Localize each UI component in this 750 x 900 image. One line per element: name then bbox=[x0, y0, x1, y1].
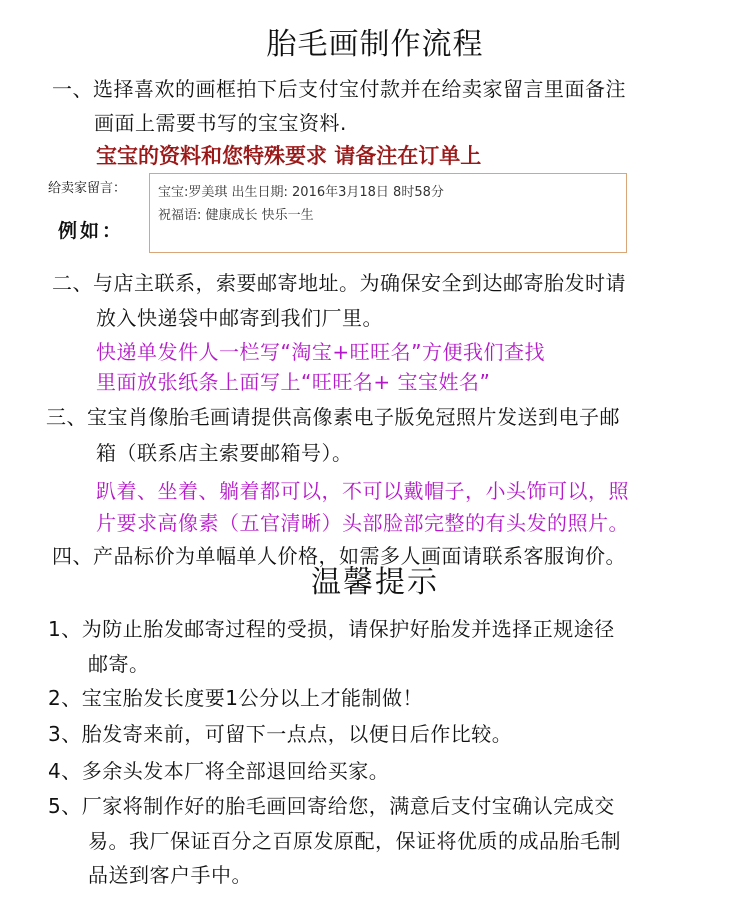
seller-message-label: 给卖家留言： bbox=[48, 181, 127, 196]
step-2-line-1: 二、与店主联系，索要邮寄地址。为确保安全到达邮寄胎发时请 bbox=[52, 271, 626, 295]
tip-1-line-2: 邮寄。 bbox=[88, 652, 150, 676]
step-1-line-1: 一、选择喜欢的画框拍下后支付宝付款并在给卖家留言里面备注 bbox=[52, 77, 626, 101]
tip-2-line-1: 2、宝宝胎发长度要1公分以上才能制做！ bbox=[48, 686, 423, 710]
seller-message-box bbox=[149, 173, 627, 253]
tip-3-line-1: 3、胎发寄来前，可留下一点点，以便日后作比较。 bbox=[48, 722, 513, 746]
tip-5-line-1: 5、厂家将制作好的胎毛画回寄给您，满意后支付宝确认完成交 bbox=[48, 794, 615, 818]
step-2-note-2: 里面放张纸条上面写上“旺旺名+ 宝宝姓名” bbox=[96, 370, 491, 394]
step-4-line-1: 四、产品标价为单幅单人价格，如需多人画面请联系客服询价。 bbox=[52, 544, 626, 568]
step-3-note-1: 趴着、坐着、躺着都可以，不可以戴帽子，小头饰可以，照 bbox=[96, 479, 629, 503]
example-label: 例如： bbox=[58, 220, 125, 242]
tip-1-line-1: 1、为防止胎发邮寄过程的受损，请保护好胎发并选择正规途径 bbox=[48, 617, 615, 641]
step-3-line-2: 箱（联系店主索要邮箱号）。 bbox=[96, 441, 353, 465]
order-note-reminder: 宝宝的资料和您特殊要求 请备注在订单上 bbox=[96, 144, 482, 168]
step-2-note-1: 快递单发件人一栏写“淘宝+旺旺名”方便我们查找 bbox=[96, 340, 545, 364]
step-3-line-1: 三、宝宝肖像胎毛画请提供高像素电子版免冠照片发送到电子邮 bbox=[46, 405, 620, 429]
tip-5-line-3: 品送到客户手中。 bbox=[88, 863, 252, 887]
page-title: 胎毛画制作流程 bbox=[266, 27, 484, 62]
step-1-line-2: 画面上需要书写的宝宝资料. bbox=[94, 111, 347, 135]
message-blessing: 祝福语: 健康成长 快乐一生 bbox=[158, 208, 314, 223]
message-baby-info: 宝宝:罗美琪 出生日期: 2016年3月18日 8时58分 bbox=[158, 185, 444, 200]
tips-heading: 温馨提示 bbox=[311, 565, 439, 600]
step-2-line-2: 放入快递袋中邮寄到我们厂里。 bbox=[96, 306, 383, 330]
tip-4-line-1: 4、多余头发本厂将全部退回给买家。 bbox=[48, 759, 390, 783]
step-3-note-2: 片要求高像素（五官清晰）头部脸部完整的有头发的照片。 bbox=[96, 511, 629, 535]
tip-5-line-2: 易。我厂保证百分之百原发原配，保证将优质的成品胎毛制 bbox=[88, 829, 621, 853]
